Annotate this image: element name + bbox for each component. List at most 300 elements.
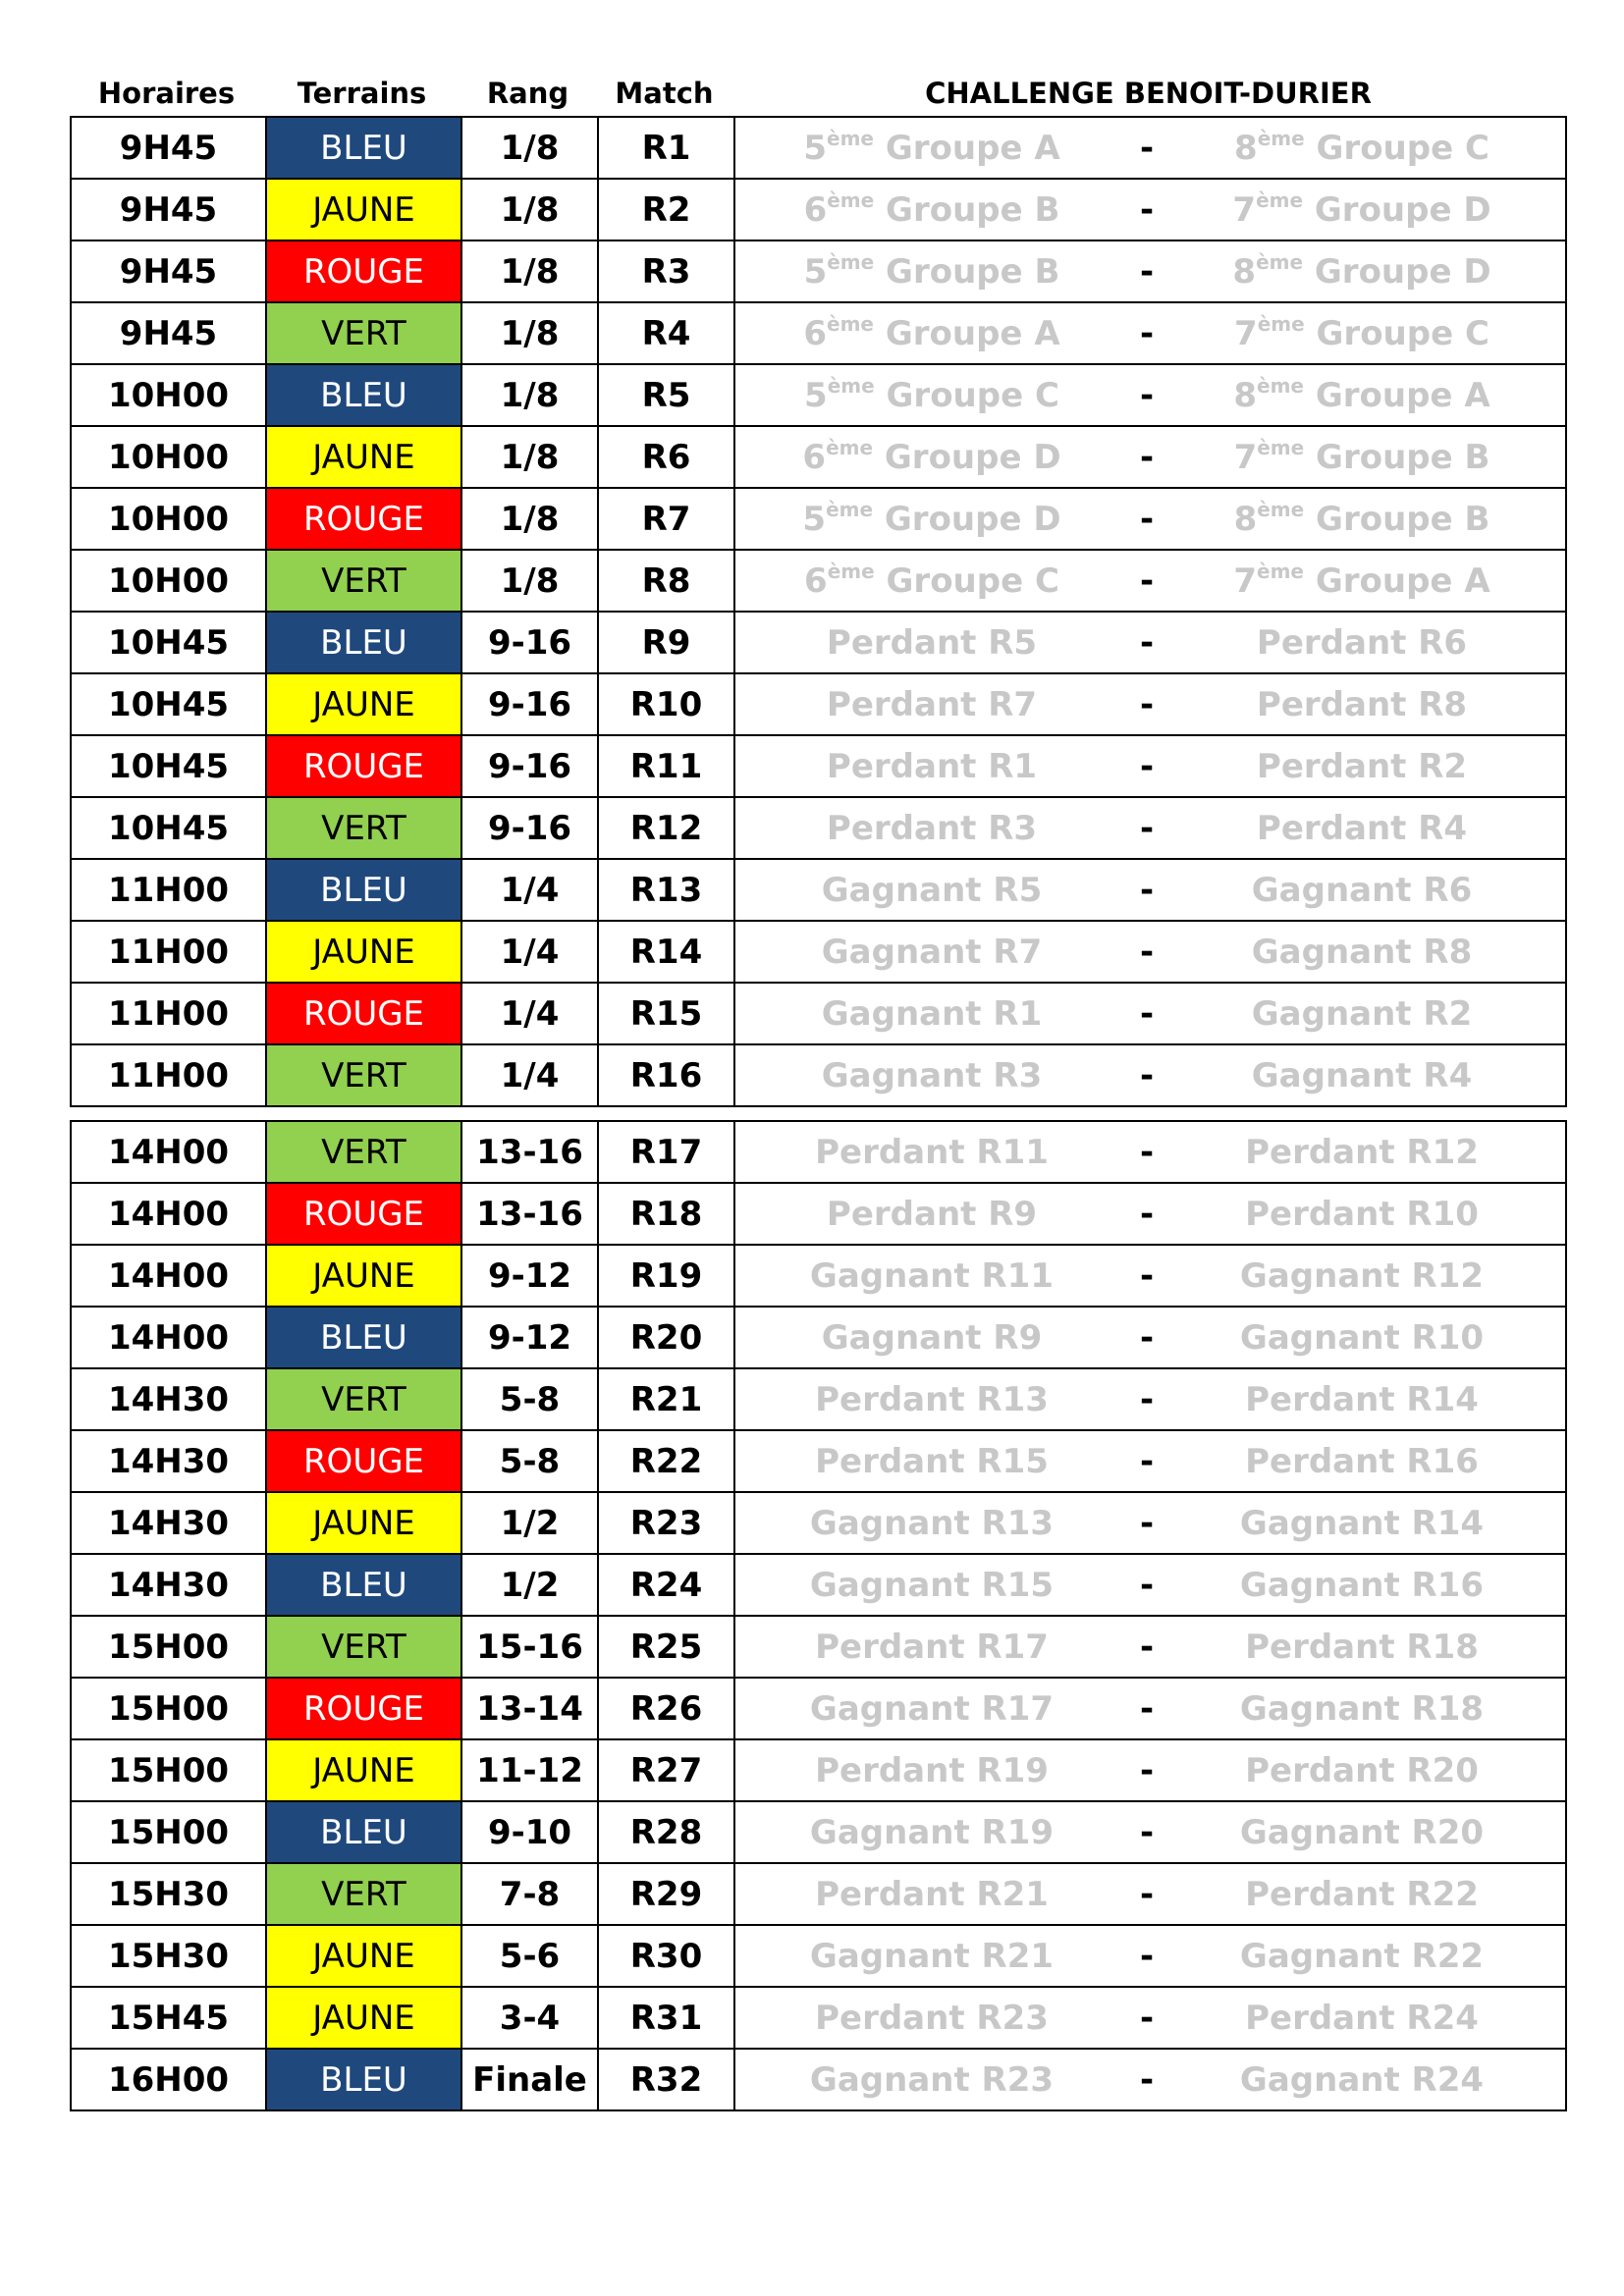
schedule-row — [71, 550, 1566, 612]
schedule-row — [71, 921, 1566, 983]
versus-separator: - — [1139, 1194, 1155, 1234]
away-label: Perdant R16 — [1245, 1441, 1479, 1481]
home-label: Perdant R11 — [815, 1132, 1049, 1172]
home-rank: 6 — [803, 313, 828, 353]
versus-separator: - — [1139, 2059, 1155, 2100]
matchup-cell — [734, 1307, 1566, 1368]
away-label: Groupe A — [1315, 375, 1490, 415]
time-cell: 14H00 — [71, 1307, 266, 1368]
terrain-cell: BLEU — [266, 2049, 461, 2110]
time-cell: 9H45 — [71, 302, 266, 364]
away-team — [1245, 1133, 1479, 1172]
schedule-row — [71, 240, 1566, 302]
match-id-cell: R21 — [598, 1368, 734, 1430]
away-team — [1233, 435, 1490, 477]
rang-cell: 1/8 — [461, 117, 598, 179]
away-label: Groupe C — [1316, 128, 1489, 168]
rang-cell: 9-16 — [461, 735, 598, 797]
rang-cell: 13-14 — [461, 1678, 598, 1739]
home-label: Perdant R9 — [826, 1194, 1038, 1234]
terrain-cell: JAUNE — [266, 1492, 461, 1554]
away-rank: 8 — [1232, 251, 1257, 292]
home-team — [822, 933, 1042, 972]
home-label: Perdant R5 — [826, 622, 1038, 663]
versus-separator: - — [1139, 1874, 1155, 1914]
away-team — [1257, 685, 1467, 724]
rang-cell: 1/4 — [461, 859, 598, 921]
home-team — [803, 187, 1060, 230]
schedule-row — [71, 1245, 1566, 1307]
home-label: Gagnant R3 — [821, 1055, 1043, 1095]
match-id-cell: R4 — [598, 302, 734, 364]
schedule-row — [71, 1430, 1566, 1492]
matchup-cell — [734, 302, 1566, 364]
home-label: Perdant R13 — [815, 1379, 1049, 1419]
match-id-cell: R27 — [598, 1739, 734, 1801]
schedule-row — [71, 2049, 1566, 2110]
terrain-cell: ROUGE — [266, 1678, 461, 1739]
match-id-cell: R25 — [598, 1616, 734, 1678]
home-label: Groupe B — [886, 189, 1060, 230]
schedule-row — [71, 797, 1566, 859]
terrain-cell: BLEU — [266, 1554, 461, 1616]
versus-separator: - — [1139, 1379, 1155, 1419]
away-rank: 7 — [1233, 561, 1258, 601]
away-label: Perdant R24 — [1245, 1998, 1479, 2038]
away-label: Perdant R6 — [1256, 622, 1468, 663]
terrain-cell: BLEU — [266, 117, 461, 179]
terrain-cell: VERT — [266, 1368, 461, 1430]
time-cell: 14H00 — [71, 1245, 266, 1307]
home-rank-suffix: ème — [827, 249, 875, 274]
home-rank-suffix: ème — [827, 187, 875, 212]
home-team — [822, 1056, 1042, 1095]
versus-separator: - — [1139, 375, 1155, 415]
away-label: Gagnant R2 — [1251, 993, 1473, 1034]
rang-cell: 1/8 — [461, 550, 598, 612]
home-team — [810, 2060, 1054, 2100]
schedule-row — [71, 983, 1566, 1044]
home-team — [810, 1256, 1054, 1296]
versus-separator: - — [1139, 1055, 1155, 1095]
versus-separator: - — [1139, 1132, 1155, 1172]
away-label: Groupe D — [1314, 251, 1491, 292]
rang-cell: 1/4 — [461, 1044, 598, 1106]
home-rank: 6 — [802, 437, 827, 477]
matchup-cell — [734, 1245, 1566, 1307]
away-team — [1257, 623, 1467, 663]
matchup-cell — [734, 735, 1566, 797]
home-rank-suffix: ème — [826, 435, 874, 459]
terrain-cell: ROUGE — [266, 1183, 461, 1245]
away-label: Perdant R10 — [1245, 1194, 1479, 1234]
home-team — [803, 249, 1060, 292]
home-team — [810, 1689, 1054, 1729]
away-team — [1232, 187, 1491, 230]
time-cell: 10H00 — [71, 488, 266, 550]
rang-cell: Finale — [461, 2049, 598, 2110]
match-id-cell: R16 — [598, 1044, 734, 1106]
away-label: Perdant R12 — [1245, 1132, 1479, 1172]
away-team — [1240, 1813, 1484, 1852]
time-cell: 14H30 — [71, 1554, 266, 1616]
home-team — [815, 1442, 1049, 1481]
away-team — [1245, 1875, 1479, 1914]
away-team — [1240, 1937, 1484, 1976]
away-rank-suffix: ème — [1257, 497, 1305, 521]
time-cell: 14H00 — [71, 1121, 266, 1183]
matchup-cell — [734, 1554, 1566, 1616]
match-id-cell: R23 — [598, 1492, 734, 1554]
away-team — [1233, 497, 1490, 539]
rang-cell: 5-8 — [461, 1368, 598, 1430]
away-label: Gagnant R8 — [1251, 932, 1473, 972]
terrain-cell: JAUNE — [266, 1925, 461, 1987]
terrain-cell: ROUGE — [266, 240, 461, 302]
away-rank-suffix: ème — [1257, 435, 1305, 459]
away-team — [1245, 1195, 1479, 1234]
terrain-cell: JAUNE — [266, 673, 461, 735]
schedule-row — [71, 673, 1566, 735]
away-label: Gagnant R10 — [1239, 1317, 1485, 1358]
home-label: Groupe A — [885, 313, 1060, 353]
home-label: Groupe A — [885, 128, 1060, 168]
terrain-cell: BLEU — [266, 1307, 461, 1368]
home-team — [803, 126, 1060, 168]
matchup-cell — [734, 1044, 1566, 1106]
away-label: Gagnant R24 — [1239, 2059, 1485, 2100]
away-label: Groupe B — [1316, 437, 1490, 477]
match-id-cell: R2 — [598, 179, 734, 240]
header-match: Match — [615, 77, 714, 110]
schedule-row — [71, 1616, 1566, 1678]
away-team — [1252, 871, 1472, 910]
schedule-row — [71, 302, 1566, 364]
home-team — [802, 497, 1061, 539]
home-team — [827, 1195, 1037, 1234]
away-rank: 8 — [1234, 128, 1258, 168]
match-id-cell: R24 — [598, 1554, 734, 1616]
schedule-row — [71, 735, 1566, 797]
matchup-cell — [734, 364, 1566, 426]
schedule-row — [71, 1368, 1566, 1430]
home-team — [815, 1628, 1049, 1667]
away-label: Gagnant R18 — [1239, 1688, 1485, 1729]
header-terrains: Terrains — [297, 77, 427, 110]
away-label: Gagnant R4 — [1251, 1055, 1473, 1095]
versus-separator: - — [1139, 561, 1155, 601]
home-team — [822, 994, 1042, 1034]
schedule-row — [71, 1492, 1566, 1554]
away-team — [1233, 561, 1489, 601]
matchup-cell — [734, 612, 1566, 673]
home-team — [827, 623, 1037, 663]
versus-separator: - — [1139, 1750, 1155, 1790]
home-team — [822, 871, 1042, 910]
versus-separator: - — [1139, 1688, 1155, 1729]
versus-separator: - — [1139, 932, 1155, 972]
matchup-cell — [734, 550, 1566, 612]
away-rank: 7 — [1233, 437, 1258, 477]
away-team — [1245, 1380, 1479, 1419]
schedule-row — [71, 488, 1566, 550]
home-label: Perdant R19 — [815, 1750, 1049, 1790]
time-cell: 15H30 — [71, 1925, 266, 1987]
schedule-row — [71, 859, 1566, 921]
home-team — [827, 685, 1037, 724]
schedule-row — [71, 1987, 1566, 2049]
home-label: Groupe D — [884, 437, 1061, 477]
terrain-cell: BLEU — [266, 1801, 461, 1863]
home-rank: 5 — [802, 499, 827, 539]
away-team — [1257, 809, 1467, 848]
terrain-cell: VERT — [266, 797, 461, 859]
terrain-cell: JAUNE — [266, 1245, 461, 1307]
versus-separator: - — [1139, 1998, 1155, 2038]
time-cell: 10H45 — [71, 673, 266, 735]
away-rank: 7 — [1234, 313, 1258, 353]
matchup-cell — [734, 426, 1566, 488]
home-team — [810, 1504, 1054, 1543]
terrain-cell: BLEU — [266, 859, 461, 921]
home-rank-suffix: ème — [827, 311, 874, 336]
home-team — [803, 311, 1060, 353]
rang-cell: 3-4 — [461, 1987, 598, 2049]
column-header-row — [70, 69, 1563, 116]
versus-separator: - — [1139, 499, 1155, 539]
header-title: CHALLENGE BENOIT-DURIER — [925, 77, 1372, 110]
home-label: Gagnant R23 — [809, 2059, 1055, 2100]
home-label: Gagnant R9 — [821, 1317, 1043, 1358]
terrain-cell: ROUGE — [266, 1430, 461, 1492]
matchup-cell — [734, 859, 1566, 921]
away-label: Gagnant R6 — [1251, 870, 1473, 910]
home-label: Gagnant R5 — [821, 870, 1043, 910]
rang-cell: 15-16 — [461, 1616, 598, 1678]
header-rang: Rang — [486, 77, 569, 110]
away-team — [1252, 1056, 1472, 1095]
home-label: Perdant R7 — [826, 684, 1038, 724]
match-id-cell: R9 — [598, 612, 734, 673]
terrain-cell: JAUNE — [266, 1739, 461, 1801]
time-cell: 10H00 — [71, 426, 266, 488]
session-gap — [70, 1107, 1563, 1120]
schedule-row — [71, 1183, 1566, 1245]
rang-cell: 9-10 — [461, 1801, 598, 1863]
away-label: Groupe B — [1316, 499, 1490, 539]
away-label: Gagnant R12 — [1239, 1255, 1485, 1296]
away-label: Gagnant R14 — [1239, 1503, 1485, 1543]
home-team — [810, 1566, 1054, 1605]
afternoon-schedule-table — [70, 1120, 1567, 2111]
away-label: Perdant R14 — [1245, 1379, 1479, 1419]
home-label: Gagnant R13 — [809, 1503, 1055, 1543]
time-cell: 16H00 — [71, 2049, 266, 2110]
home-rank-suffix: ème — [827, 126, 874, 150]
rang-cell: 1/4 — [461, 921, 598, 983]
versus-separator: - — [1139, 128, 1155, 168]
schedule-row — [71, 612, 1566, 673]
time-cell: 10H00 — [71, 364, 266, 426]
home-rank: 6 — [803, 189, 828, 230]
match-id-cell: R22 — [598, 1430, 734, 1492]
afternoon-schedule-body — [71, 1121, 1566, 2110]
schedule-row — [71, 1044, 1566, 1106]
rang-cell: 1/2 — [461, 1554, 598, 1616]
versus-separator: - — [1139, 1255, 1155, 1296]
time-cell: 15H00 — [71, 1616, 266, 1678]
away-team — [1240, 1318, 1484, 1358]
versus-separator: - — [1139, 622, 1155, 663]
versus-separator: - — [1139, 1441, 1155, 1481]
schedule-row — [71, 1307, 1566, 1368]
matchup-cell — [734, 1121, 1566, 1183]
terrain-cell: VERT — [266, 550, 461, 612]
versus-separator: - — [1139, 684, 1155, 724]
away-label: Perdant R2 — [1256, 746, 1468, 786]
matchup-cell — [734, 1368, 1566, 1430]
versus-separator: - — [1139, 251, 1155, 292]
home-label: Groupe C — [886, 561, 1059, 601]
time-cell: 9H45 — [71, 179, 266, 240]
away-team — [1240, 1689, 1484, 1729]
rang-cell: 13-16 — [461, 1183, 598, 1245]
away-label: Gagnant R16 — [1239, 1565, 1485, 1605]
time-cell: 15H00 — [71, 1739, 266, 1801]
match-id-cell: R29 — [598, 1863, 734, 1925]
match-id-cell: R31 — [598, 1987, 734, 2049]
time-cell: 14H30 — [71, 1430, 266, 1492]
matchup-cell — [734, 1616, 1566, 1678]
home-label: Groupe B — [886, 251, 1060, 292]
match-id-cell: R11 — [598, 735, 734, 797]
matchup-cell — [734, 673, 1566, 735]
away-label: Perdant R22 — [1245, 1874, 1479, 1914]
matchup-cell — [734, 2049, 1566, 2110]
match-id-cell: R13 — [598, 859, 734, 921]
matchup-cell — [734, 117, 1566, 179]
home-label: Gagnant R21 — [809, 1936, 1055, 1976]
morning-schedule-table — [70, 116, 1567, 1107]
rang-cell: 9-12 — [461, 1307, 598, 1368]
schedule-row — [71, 1678, 1566, 1739]
away-rank: 7 — [1232, 189, 1257, 230]
matchup-cell — [734, 1739, 1566, 1801]
match-id-cell: R15 — [598, 983, 734, 1044]
terrain-cell: ROUGE — [266, 983, 461, 1044]
rang-cell: 1/8 — [461, 364, 598, 426]
matchup-cell — [734, 1492, 1566, 1554]
schedule-row — [71, 117, 1566, 179]
match-id-cell: R7 — [598, 488, 734, 550]
matchup-cell — [734, 1430, 1566, 1492]
away-label: Perdant R4 — [1256, 808, 1468, 848]
match-id-cell: R26 — [598, 1678, 734, 1739]
match-id-cell: R20 — [598, 1307, 734, 1368]
matchup-cell — [734, 797, 1566, 859]
terrain-cell: JAUNE — [266, 426, 461, 488]
away-label: Perdant R20 — [1245, 1750, 1479, 1790]
home-label: Perdant R21 — [815, 1874, 1049, 1914]
versus-separator: - — [1139, 993, 1155, 1034]
terrain-cell: JAUNE — [266, 1987, 461, 2049]
versus-separator: - — [1139, 1317, 1155, 1358]
rang-cell: 11-12 — [461, 1739, 598, 1801]
away-rank-suffix: ème — [1257, 311, 1305, 336]
schedule-row — [71, 426, 1566, 488]
home-rank: 6 — [804, 561, 828, 601]
home-label: Gagnant R15 — [809, 1565, 1055, 1605]
matchup-cell — [734, 1987, 1566, 2049]
time-cell: 11H00 — [71, 859, 266, 921]
match-id-cell: R12 — [598, 797, 734, 859]
schedule-row — [71, 1739, 1566, 1801]
home-label: Perdant R23 — [815, 1998, 1049, 2038]
home-label: Perdant R3 — [826, 808, 1038, 848]
match-id-cell: R19 — [598, 1245, 734, 1307]
rang-cell: 1/4 — [461, 983, 598, 1044]
match-id-cell: R17 — [598, 1121, 734, 1183]
away-team — [1240, 1256, 1484, 1296]
morning-schedule-body — [71, 117, 1566, 1106]
time-cell: 14H30 — [71, 1368, 266, 1430]
time-cell: 11H00 — [71, 921, 266, 983]
terrain-cell: VERT — [266, 302, 461, 364]
match-id-cell: R18 — [598, 1183, 734, 1245]
home-rank-suffix: ème — [826, 497, 874, 521]
schedule-sheet — [70, 69, 1563, 2111]
schedule-row — [71, 1121, 1566, 1183]
away-label: Gagnant R22 — [1239, 1936, 1485, 1976]
home-team — [815, 1875, 1049, 1914]
time-cell: 14H00 — [71, 1183, 266, 1245]
time-cell: 14H30 — [71, 1492, 266, 1554]
away-team — [1252, 994, 1472, 1034]
match-id-cell: R6 — [598, 426, 734, 488]
versus-separator: - — [1139, 1565, 1155, 1605]
match-id-cell: R8 — [598, 550, 734, 612]
rang-cell: 13-16 — [461, 1121, 598, 1183]
match-id-cell: R14 — [598, 921, 734, 983]
home-rank: 5 — [804, 375, 828, 415]
matchup-cell — [734, 1678, 1566, 1739]
rang-cell: 5-8 — [461, 1430, 598, 1492]
home-team — [815, 1751, 1049, 1790]
time-cell: 15H00 — [71, 1678, 266, 1739]
away-rank-suffix: ème — [1256, 249, 1304, 274]
matchup-cell — [734, 1183, 1566, 1245]
match-id-cell: R3 — [598, 240, 734, 302]
away-rank-suffix: ème — [1256, 187, 1304, 212]
time-cell: 15H00 — [71, 1801, 266, 1863]
away-label: Gagnant R20 — [1239, 1812, 1485, 1852]
match-id-cell: R10 — [598, 673, 734, 735]
rang-cell: 1/2 — [461, 1492, 598, 1554]
away-label: Groupe A — [1315, 561, 1490, 601]
home-rank: 5 — [803, 128, 828, 168]
terrain-cell: JAUNE — [266, 179, 461, 240]
away-team — [1240, 1566, 1484, 1605]
schedule-row — [71, 1801, 1566, 1863]
matchup-cell — [734, 921, 1566, 983]
rang-cell: 1/8 — [461, 488, 598, 550]
versus-separator: - — [1139, 437, 1155, 477]
terrain-cell: VERT — [266, 1863, 461, 1925]
home-label: Perdant R17 — [815, 1627, 1049, 1667]
rang-cell: 1/8 — [461, 240, 598, 302]
home-label: Perdant R1 — [826, 746, 1038, 786]
home-label: Gagnant R11 — [809, 1255, 1055, 1296]
